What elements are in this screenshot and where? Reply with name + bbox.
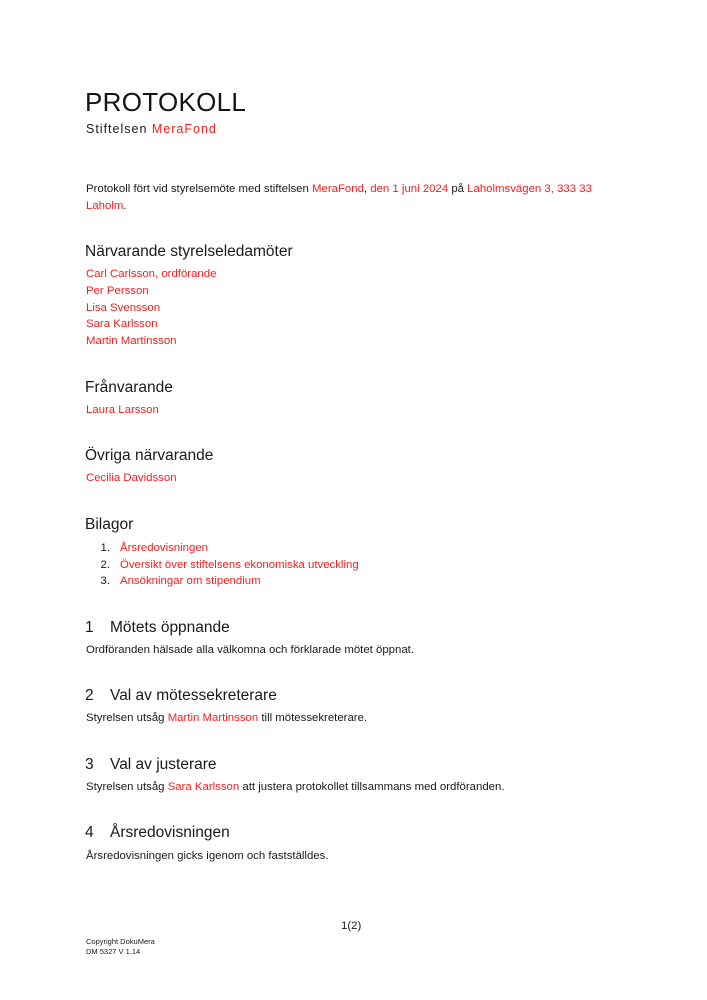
section-heading: [85, 824, 230, 842]
intro-location-prep: på: [448, 183, 468, 195]
present-heading: Närvarande styrelseledamöter: [85, 243, 293, 260]
attachment-number: 1.: [100, 542, 110, 554]
attachment-title: Årsredovisningen: [120, 542, 209, 554]
attachment-number: 2.: [100, 558, 110, 571]
section-number: 4: [85, 824, 94, 841]
present-member: Carl Carlsson, ordförande: [86, 268, 217, 280]
section-text: Ordföranden hälsade alla välkomna och förklarade mötet öppnat.: [86, 644, 414, 656]
attachment-number: 3.: [100, 575, 110, 587]
others-present-heading: Övriga närvarande: [85, 447, 214, 464]
section-highlight-name: Sara Karlsson: [167, 781, 240, 793]
intro-address: Laholmsvägen 3, 333 33 Laholm: [86, 183, 592, 212]
document-title: PROTOKOLL: [85, 87, 247, 117]
section-title: Val av justerare: [110, 756, 217, 773]
intro-separator: ,: [363, 183, 371, 195]
page-number: 1(2): [341, 920, 362, 932]
subtitle-prefix: Stiftelsen: [86, 122, 148, 136]
section-text: Årsredovisningen gicks igenom och fastställdes.: [86, 850, 329, 862]
attachment-item: [86, 540, 359, 557]
attachment-item: [86, 557, 359, 574]
section-title: Årsredovisningen: [110, 824, 230, 841]
section-number: 2: [85, 687, 94, 704]
intro-foundation-name: MeraFond: [312, 183, 364, 195]
present-member: Lisa Svensson: [86, 301, 161, 314]
attachments-heading: Bilagor: [85, 516, 134, 533]
intro-text: Protokoll fört vid styrelsemöte med stiftelsen: [86, 183, 312, 195]
present-member: Sara Karlsson: [86, 318, 158, 331]
section-heading: [85, 756, 217, 774]
intro-period: .: [123, 200, 127, 212]
present-member: Martin Martinsson: [86, 335, 177, 348]
others-present-member: Cecilia Davidsson: [86, 472, 177, 484]
attachment-item: [86, 573, 359, 590]
attachments-list: [86, 540, 359, 590]
section-heading: [85, 687, 277, 705]
section-title: Mötets öppnande: [110, 619, 230, 636]
present-members-list: [86, 266, 216, 350]
document-subtitle: [86, 122, 217, 136]
others-present-list: [86, 470, 177, 487]
attachment-title: Ansökningar om stipendium: [120, 575, 261, 587]
absent-member: Laura Larsson: [86, 404, 159, 416]
section-heading: [85, 619, 230, 637]
section-body: [86, 710, 367, 727]
section-text-end: till mötessekreterare.: [258, 712, 368, 724]
section-number: 3: [85, 756, 94, 773]
intro-paragraph: [86, 181, 631, 215]
section-highlight-name: Martin Martinsson: [167, 712, 259, 724]
section-body: [86, 642, 414, 659]
section-body: [86, 779, 505, 796]
intro-date: den 1 juni 2024: [370, 183, 449, 195]
footer: [86, 937, 155, 957]
present-member: Per Persson: [86, 284, 149, 297]
attachment-title: Översikt över stiftelsens ekonomiska utveckling: [120, 558, 359, 571]
section-number: 1: [85, 619, 94, 636]
footer-version: DM 5327 V 1.14: [86, 947, 141, 956]
section-text: Styrelsen utsåg: [86, 712, 168, 724]
absent-heading: Frånvarande: [85, 379, 173, 396]
section-text-end: att justera protokollet tillsammans med ordföranden.: [239, 781, 505, 793]
section-title: Val av mötessekreterare: [110, 687, 277, 704]
subtitle-foundation-name: MeraFond: [151, 122, 217, 136]
section-body: [86, 848, 329, 865]
footer-copyright: Copyright DokuMera: [86, 937, 155, 946]
absent-members-list: [86, 402, 159, 419]
section-text: Styrelsen utsåg: [86, 781, 168, 793]
